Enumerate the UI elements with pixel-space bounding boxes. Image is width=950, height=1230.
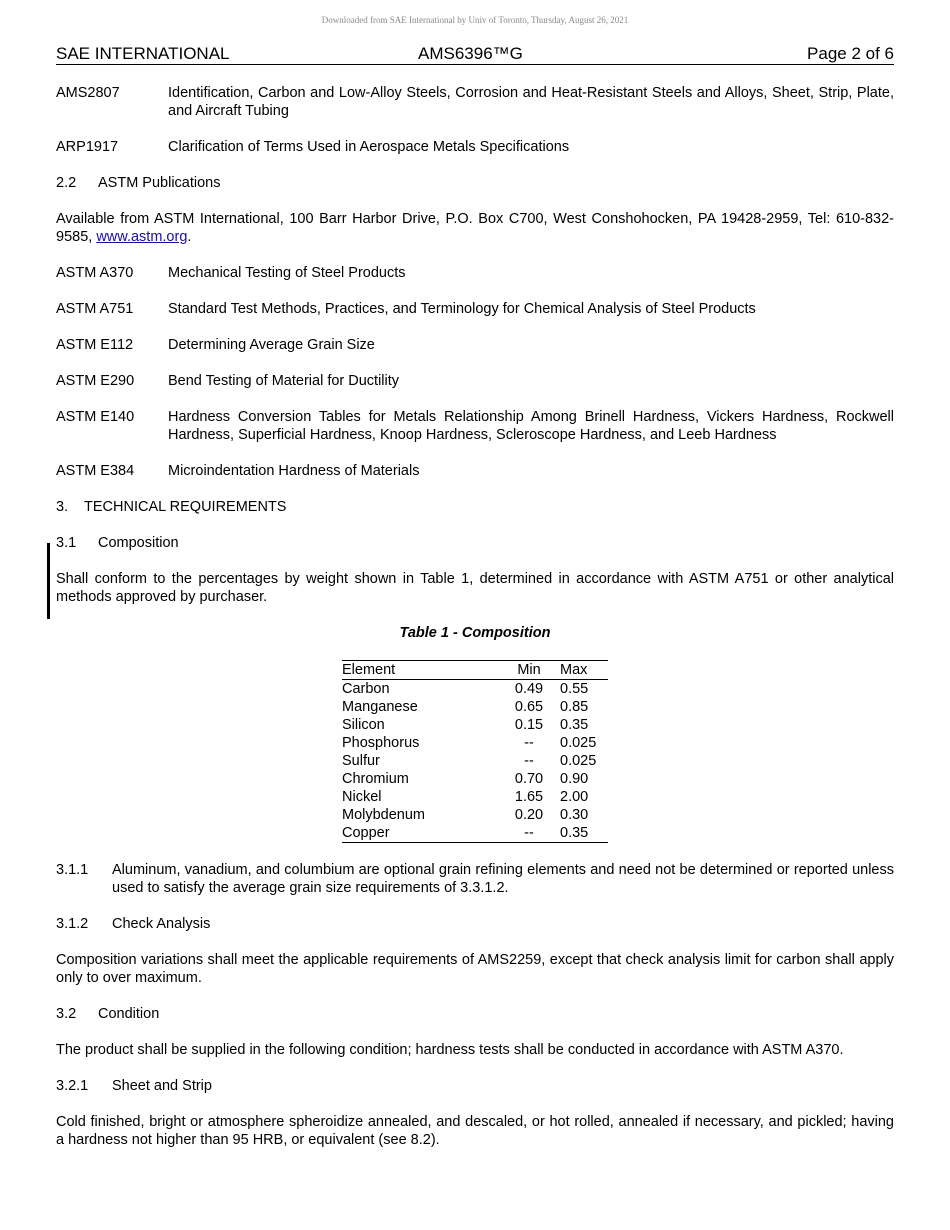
cell-min: 1.65 xyxy=(514,789,544,805)
cell-min: 0.20 xyxy=(514,807,544,823)
page-header xyxy=(56,44,894,65)
table-row xyxy=(342,788,608,806)
section-title: Check Analysis xyxy=(112,916,211,932)
reference-code: ASTM A370 xyxy=(56,265,134,281)
cell-max: 0.35 xyxy=(560,717,589,733)
reference-code: ASTM E290 xyxy=(56,373,135,389)
composition-table xyxy=(342,660,608,843)
column-header-min: Min xyxy=(517,662,541,678)
cell-min: -- xyxy=(524,825,534,841)
table-header-row xyxy=(342,661,608,680)
reference-entry xyxy=(56,336,894,354)
astm-website-link[interactable]: www.astm.org xyxy=(96,229,188,245)
paragraph-end: . xyxy=(187,229,192,245)
cell-min: -- xyxy=(524,753,534,769)
header-page-number: Page 2 of 6 xyxy=(807,44,894,63)
section-heading-3-1-2 xyxy=(56,915,894,933)
reference-entry xyxy=(56,372,894,390)
astm-address-text: Available from ASTM International, 100 Barr Harbor Drive, P.O. Box C700, West Conshohocken, PA 19428-2959, Tel: 610-832-9585, xyxy=(56,211,894,245)
reference-entry xyxy=(56,462,894,480)
revision-change-bar xyxy=(47,543,50,619)
section-3-1-1 xyxy=(56,861,894,897)
cell-max: 0.85 xyxy=(560,699,589,715)
sheet-strip-paragraph: Cold finished, bright or atmosphere spheroidize annealed, and descaled, or hot rolled, annealed if necessary, and pickled; having a hardness not higher than 95 HRB, or equivalent (see 8.2). xyxy=(56,1114,894,1148)
section-number: 3.1.2 xyxy=(56,916,89,932)
header-org: SAE INTERNATIONAL xyxy=(56,44,230,63)
cell-element: Phosphorus xyxy=(342,735,420,751)
reference-title: Bend Testing of Material for Ductility xyxy=(168,373,400,389)
reference-entry xyxy=(56,264,894,282)
cell-min: 0.15 xyxy=(514,717,544,733)
table-row xyxy=(342,770,608,788)
section-number: 3.1 xyxy=(56,535,77,551)
cell-min: 0.65 xyxy=(514,699,544,715)
reference-title: Hardness Conversion Tables for Metals Relationship Among Brinell Hardness, Vickers Hardness, Rockwell Hardness, Superficial Hardness, Knoop Hardness, Scleroscope Hardness, and Leeb Hardness xyxy=(168,409,894,443)
reference-entry xyxy=(56,84,894,120)
section-title: Composition xyxy=(98,535,179,551)
table-row xyxy=(342,698,608,716)
section-title: ASTM Publications xyxy=(98,175,221,191)
cell-element: Copper xyxy=(342,825,390,841)
reference-title: Mechanical Testing of Steel Products xyxy=(168,265,406,281)
reference-code: ARP1917 xyxy=(56,139,119,155)
reference-code: ASTM E140 xyxy=(56,409,135,425)
cell-element: Carbon xyxy=(342,681,390,697)
reference-title: Determining Average Grain Size xyxy=(168,337,375,353)
cell-min: 0.49 xyxy=(514,681,544,697)
section-number: 3.1.1 xyxy=(56,862,89,878)
reference-code: ASTM E384 xyxy=(56,463,135,479)
table-row xyxy=(342,680,608,699)
reference-title: Standard Test Methods, Practices, and Terminology for Chemical Analysis of Steel Products xyxy=(168,301,756,317)
section-title: TECHNICAL REQUIREMENTS xyxy=(84,499,287,515)
composition-paragraph: Shall conform to the percentages by weight shown in Table 1, determined in accordance with ASTM A751 or other analytical methods approved by purchaser. xyxy=(56,571,894,605)
cell-max: 2.00 xyxy=(560,789,589,805)
download-watermark: Downloaded from SAE International by Univ of Toronto, Thursday, August 26, 2021 xyxy=(321,15,629,25)
condition-paragraph: The product shall be supplied in the following condition; hardness tests shall be conducted in accordance with ASTM A370. xyxy=(56,1042,844,1058)
cell-max: 0.35 xyxy=(560,825,589,841)
reference-title: Clarification of Terms Used in Aerospace Metals Specifications xyxy=(168,139,570,155)
cell-min: 0.70 xyxy=(514,771,544,787)
table-title: Table 1 - Composition xyxy=(399,625,551,641)
reference-code: AMS2807 xyxy=(56,85,120,101)
table-row xyxy=(342,734,608,752)
column-header-max: Max xyxy=(560,662,588,678)
header-doc-id: AMS6396™G xyxy=(418,44,523,63)
cell-element: Molybdenum xyxy=(342,807,426,823)
cell-max: 0.55 xyxy=(560,681,589,697)
section-heading-3-1 xyxy=(56,534,894,552)
table-row xyxy=(342,824,608,843)
section-number: 3. xyxy=(56,499,69,515)
cell-element: Manganese xyxy=(342,699,418,715)
cell-min: -- xyxy=(524,735,534,751)
reference-code: ASTM E112 xyxy=(56,337,134,353)
section-title: Condition xyxy=(98,1006,160,1022)
table-row xyxy=(342,806,608,824)
table-row xyxy=(342,716,608,734)
check-analysis-paragraph: Composition variations shall meet the applicable requirements of AMS2259, except that check analysis limit for carbon shall apply only to over maximum. xyxy=(56,952,894,986)
section-heading-3-2 xyxy=(56,1005,894,1023)
section-number: 3.2.1 xyxy=(56,1078,89,1094)
reference-code: ASTM A751 xyxy=(56,301,134,317)
column-header-element: Element xyxy=(342,662,396,678)
cell-max: 0.90 xyxy=(560,771,589,787)
astm-availability-paragraph xyxy=(56,210,894,246)
cell-element: Sulfur xyxy=(342,753,380,769)
section-heading-3 xyxy=(56,498,894,516)
cell-element: Nickel xyxy=(342,789,382,805)
reference-entry xyxy=(56,300,894,318)
reference-entry xyxy=(56,138,894,156)
section-title: Sheet and Strip xyxy=(112,1078,212,1094)
reference-entry xyxy=(56,408,894,444)
document-body xyxy=(56,84,894,1167)
section-number: 2.2 xyxy=(56,175,77,191)
cell-max: 0.30 xyxy=(560,807,589,823)
reference-title: Identification, Carbon and Low-Alloy Steels, Corrosion and Heat-Resistant Steels and Alloys, Sheet, Strip, Plate, and Aircraft Tubing xyxy=(168,85,894,119)
section-heading-3-2-1 xyxy=(56,1077,894,1095)
section-text: Aluminum, vanadium, and columbium are optional grain refining elements and need not be determined or reported unless used to satisfy the average grain size requirements of 3.3.1.2. xyxy=(112,862,894,896)
cell-element: Chromium xyxy=(342,771,409,787)
section-heading-2-2 xyxy=(56,174,894,192)
reference-title: Microindentation Hardness of Materials xyxy=(168,463,420,479)
table-row xyxy=(342,752,608,770)
cell-max: 0.025 xyxy=(560,735,597,751)
cell-max: 0.025 xyxy=(560,753,597,769)
section-number: 3.2 xyxy=(56,1006,77,1022)
cell-element: Silicon xyxy=(342,717,385,733)
